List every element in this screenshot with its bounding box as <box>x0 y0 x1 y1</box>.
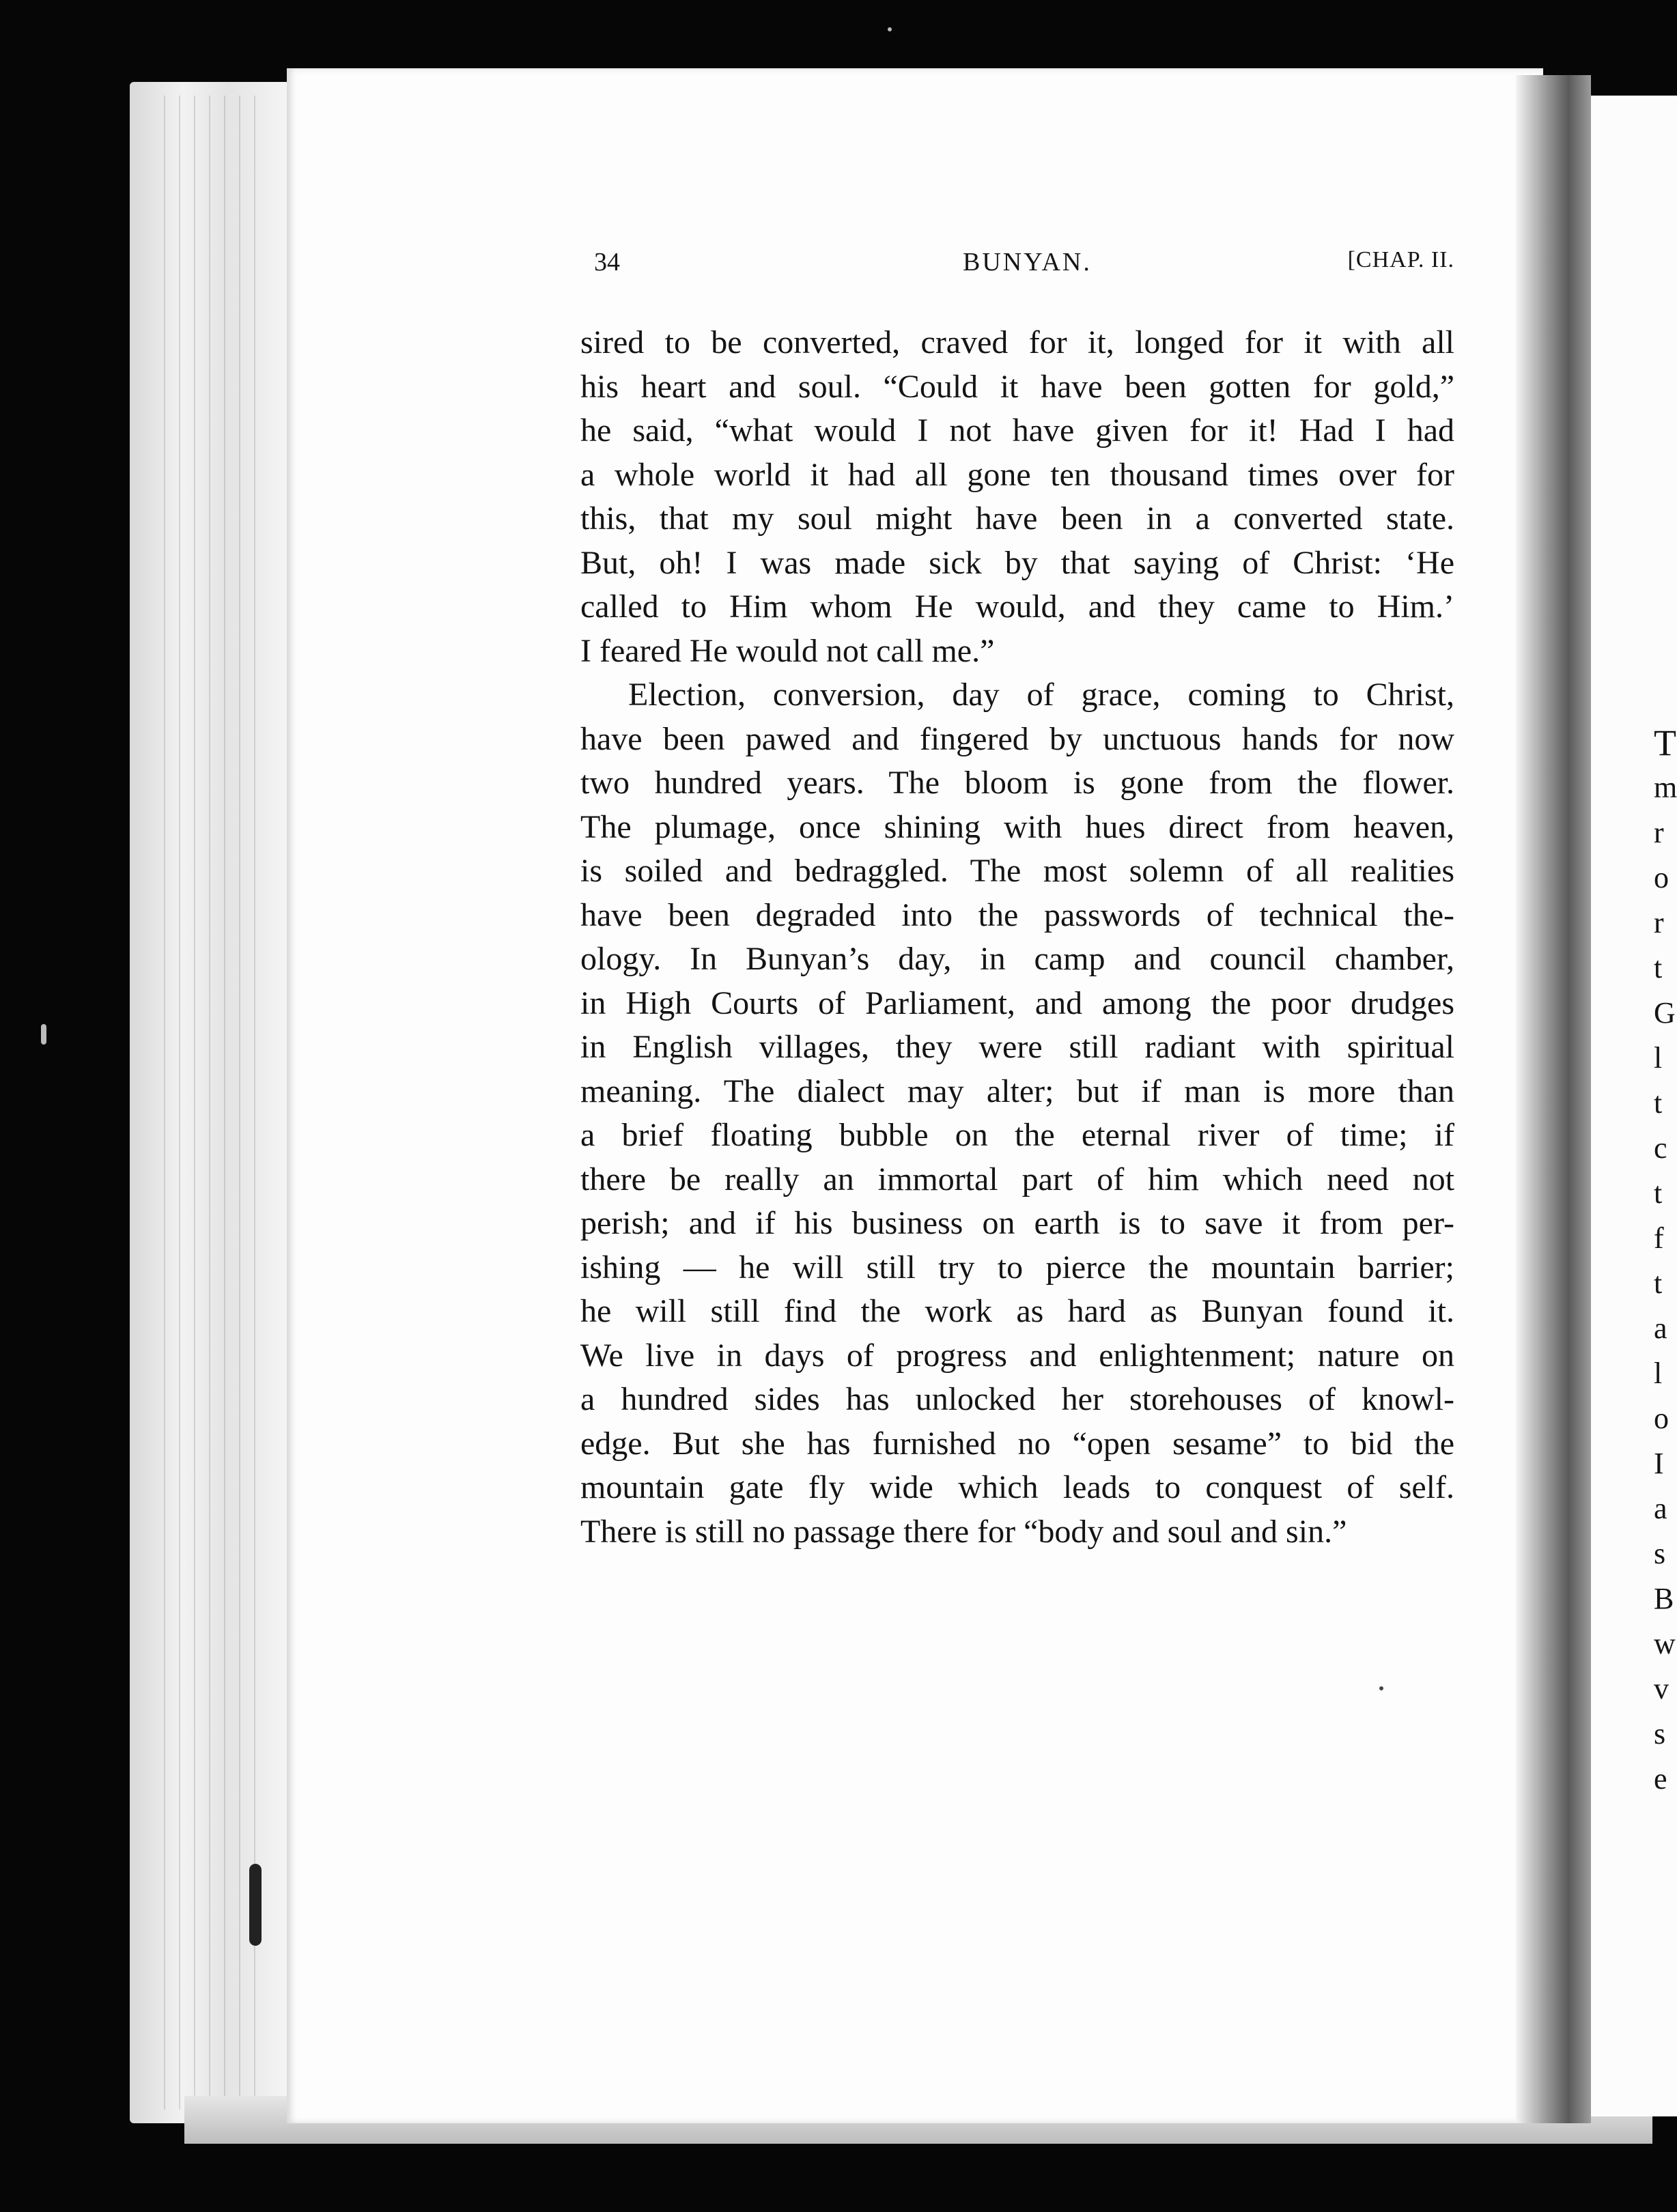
facing-fragment: f <box>1654 1221 1664 1255</box>
edge-mark <box>249 1864 262 1946</box>
text-line: this, that my soul might have been in a converted state. <box>580 500 1454 537</box>
facing-fragment: o <box>1654 861 1669 894</box>
facing-fragment: l <box>1654 1041 1663 1075</box>
gutter-shadow <box>1516 75 1591 2123</box>
text-line: he said, “what would I not have given for it! Had I had <box>580 412 1454 449</box>
text-line: Election, conversion, day of grace, coming to Christ, <box>628 677 1454 713</box>
facing-fragment: t <box>1654 951 1663 984</box>
text-line: But, oh! I was made sick by that saying of Christ: ‘He <box>580 544 1454 581</box>
text-line: We live in days of progress and enlightenment; nature on <box>580 1337 1454 1374</box>
facing-fragment: r <box>1654 906 1664 939</box>
text-line: mountain gate fly wide which leads to conquest of self. <box>580 1469 1454 1505</box>
text-line: called to Him whom He would, and they came to Him.’ <box>580 589 1454 625</box>
text-line: a brief floating bubble on the eternal river of time; if <box>580 1117 1454 1153</box>
facing-fragment: t <box>1654 1086 1663 1120</box>
text-line: he will still find the work as hard as Bunyan found it. <box>580 1293 1454 1329</box>
facing-fragment: a <box>1654 1492 1667 1525</box>
text-line: edge. But she has furnished no “open sesame” to bid the <box>580 1425 1454 1462</box>
facing-fragment: s <box>1654 1717 1666 1750</box>
page-body-text <box>580 321 1454 1554</box>
facing-fragment: w <box>1654 1627 1676 1660</box>
dust-speck <box>888 27 892 31</box>
text-line: two hundred years. The bloom is gone from the flower. <box>580 765 1454 801</box>
text-line: have been degraded into the passwords of technical the- <box>580 896 1454 933</box>
facing-fragment: t <box>1654 1176 1663 1210</box>
facing-fragment: o <box>1654 1402 1669 1435</box>
text-line: his heart and soul. “Could it have been gotten for gold,” <box>580 368 1454 405</box>
facing-fragment: c <box>1654 1131 1667 1165</box>
text-line: perish; and if his business on earth is to save it from per- <box>580 1205 1454 1241</box>
facing-fragment: T <box>1654 722 1676 763</box>
facing-fragment: m <box>1654 771 1677 804</box>
text-line: I feared He would not call me.” <box>580 632 995 669</box>
page-number: 34 <box>594 248 620 276</box>
text-line: there be really an immortal part of him which need not <box>580 1161 1454 1197</box>
text-line: sired to be converted, craved for it, longed for it with all <box>580 324 1454 360</box>
facing-fragment: B <box>1654 1582 1674 1615</box>
facing-fragment: G <box>1654 996 1676 1030</box>
text-line: have been pawed and fingered by unctuous hands for now <box>580 720 1454 757</box>
page-edge-lines <box>164 96 266 2110</box>
facing-fragment: t <box>1654 1266 1663 1300</box>
text-line: The plumage, once shining with hues direct from heaven, <box>580 808 1454 845</box>
text-line: There is still no passage there for “body and soul and sin.” <box>580 1513 1347 1550</box>
text-line: meaning. The dialect may alter; but if man is more than <box>580 1073 1454 1109</box>
chapter-label: [CHAP. II. <box>1347 247 1454 272</box>
facing-fragment: e <box>1654 1762 1667 1796</box>
facing-fragment: v <box>1654 1672 1669 1705</box>
text-line: in High Courts of Parliament, and among the poor drudges <box>580 984 1454 1021</box>
running-head <box>594 247 1454 288</box>
facing-fragment: r <box>1654 816 1664 849</box>
facing-fragment: a <box>1654 1311 1667 1345</box>
text-line: ology. In Bunyan’s day, in camp and council chamber, <box>580 941 1454 977</box>
running-title: BUNYAN. <box>963 248 1092 276</box>
text-line: a whole world it had all gone ten thousand times over for <box>580 456 1454 493</box>
facing-page-text <box>1654 720 1677 1802</box>
dust-speck <box>1379 1686 1383 1690</box>
text-line: is soiled and bedraggled. The most solemn of all realities <box>580 853 1454 889</box>
dust-speck <box>41 1024 46 1045</box>
text-line: a hundred sides has unlocked her storehouses of knowl- <box>580 1381 1454 1417</box>
facing-fragment: s <box>1654 1537 1666 1570</box>
text-line: ishing — he will still try to pierce the mountain barrier; <box>580 1249 1454 1286</box>
facing-fragment: I <box>1654 1447 1664 1480</box>
facing-fragment: l <box>1654 1357 1663 1390</box>
text-line: in English villages, they were still radiant with spiritual <box>580 1029 1454 1065</box>
